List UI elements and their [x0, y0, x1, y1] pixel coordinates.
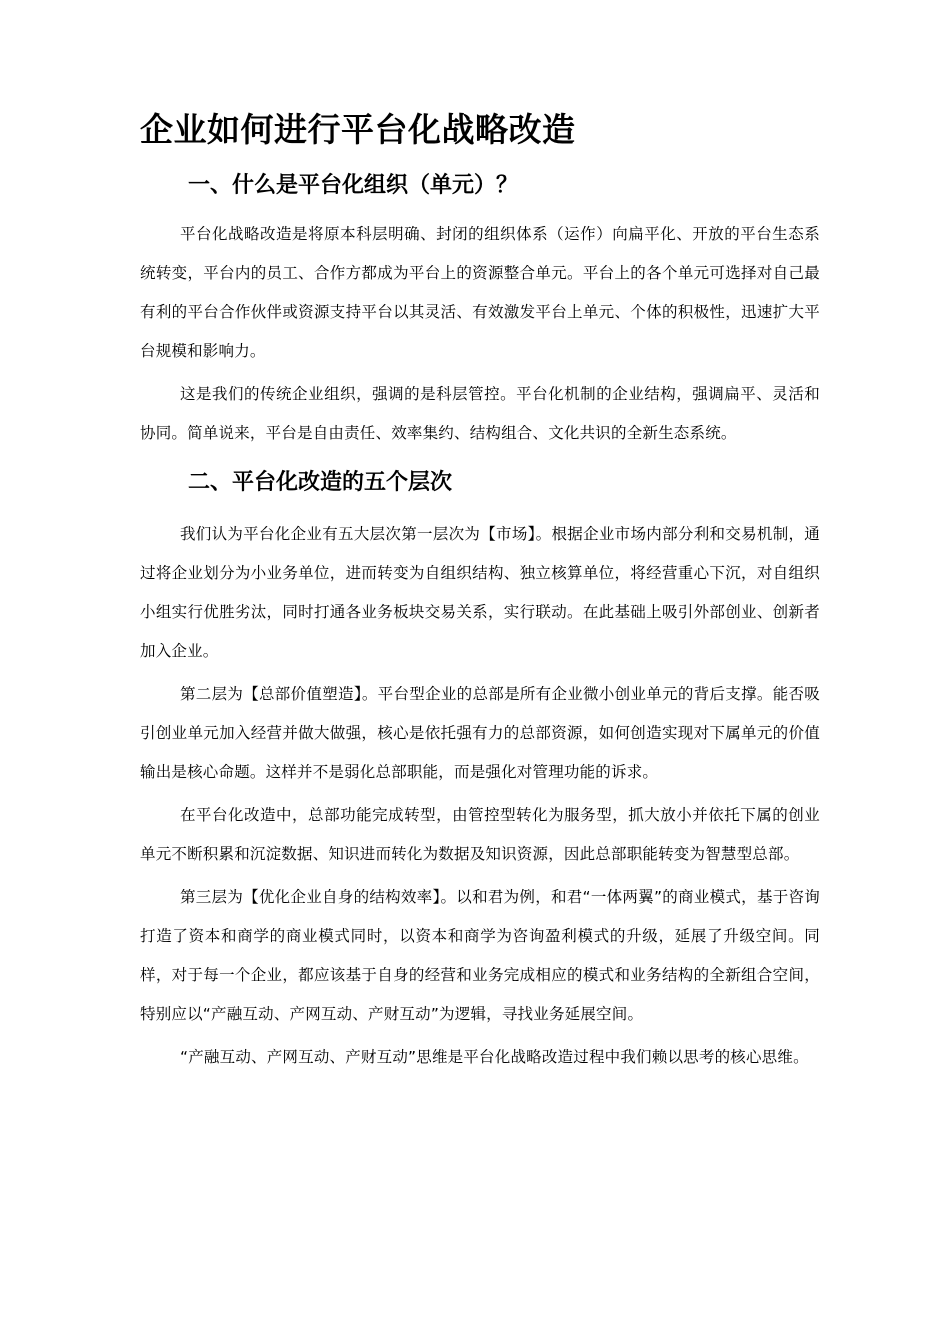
- paragraph: 在平台化改造中，总部功能完成转型，由管控型转化为服务型，抓大放小并依托下属的创业单元不断积累和沉淀数据、知识进而转化为数据及知识资源，因此总部职能转变为智慧型总部。: [140, 806, 820, 863]
- paragraph: 这是我们的传统企业组织，强调的是科层管控。平台化机制的企业结构，强调扁平、灵活和协同。简单说来，平台是自由责任、效率集约、结构组合、文化共识的全新生态系统。: [140, 385, 820, 442]
- paragraph: “产融互动、产网互动、产财互动”思维是平台化战略改造过程中我们赖以思考的核心思维。: [180, 1048, 809, 1066]
- section-five-levels: [140, 467, 820, 1077]
- section-what-is-platform: [140, 170, 820, 453]
- section-heading: 一、什么是平台化组织（单元）？: [188, 173, 519, 198]
- paragraph: 我们认为平台化企业有五大层次第一层次为【市场】。根据企业市场内部分利和交易机制，通过将企业划分为小业务单位，进而转变为自组织结构、独立核算单位，将经营重心下沉，对自组织小组实行优胜劣汰，同时打通各业务板块交易关系，实行联动。在此基础上吸引外部创业、创新者加入企业。: [140, 525, 820, 660]
- paragraph: 第三层为【优化企业自身的结构效率】。以和君为例，和君“一体两翼”的商业模式，基于咨询打造了资本和商学的商业模式同时，以资本和商学为咨询盈利模式的升级，延展了升级空间。同样，对于每一个企业，都应该基于自身的经营和业务完成相应的模式和业务结构的全新组合空间，特别应以“产融互动、产网互动、产财互动”为逻辑，寻找业务延展空间。: [140, 888, 820, 1023]
- paragraph: 平台化战略改造是将原本科层明确、封闭的组织体系（运作）向扁平化、开放的平台生态系统转变，平台内的员工、合作方都成为平台上的资源整合单元。平台上的各个单元可选择对自己最有利的平台合作伙伴或资源支持平台以其灵活、有效激发平台上单元、个体的积极性，迅速扩大平台规模和影响力。: [140, 225, 820, 360]
- document-page: [140, 102, 820, 1081]
- document-title: 企业如何进行平台化战略改造: [140, 110, 576, 149]
- paragraph: 第二层为【总部价值塑造】。平台型企业的总部是所有企业微小创业单元的背后支撑。能否吸引创业单元加入经营并做大做强，核心是依托强有力的总部资源，如何创造实现对下属单元的价值输出是核心命题。这样并不是弱化总部职能，而是强化对管理功能的诉求。: [140, 685, 820, 781]
- section-heading: 二、平台化改造的五个层次: [188, 470, 453, 495]
